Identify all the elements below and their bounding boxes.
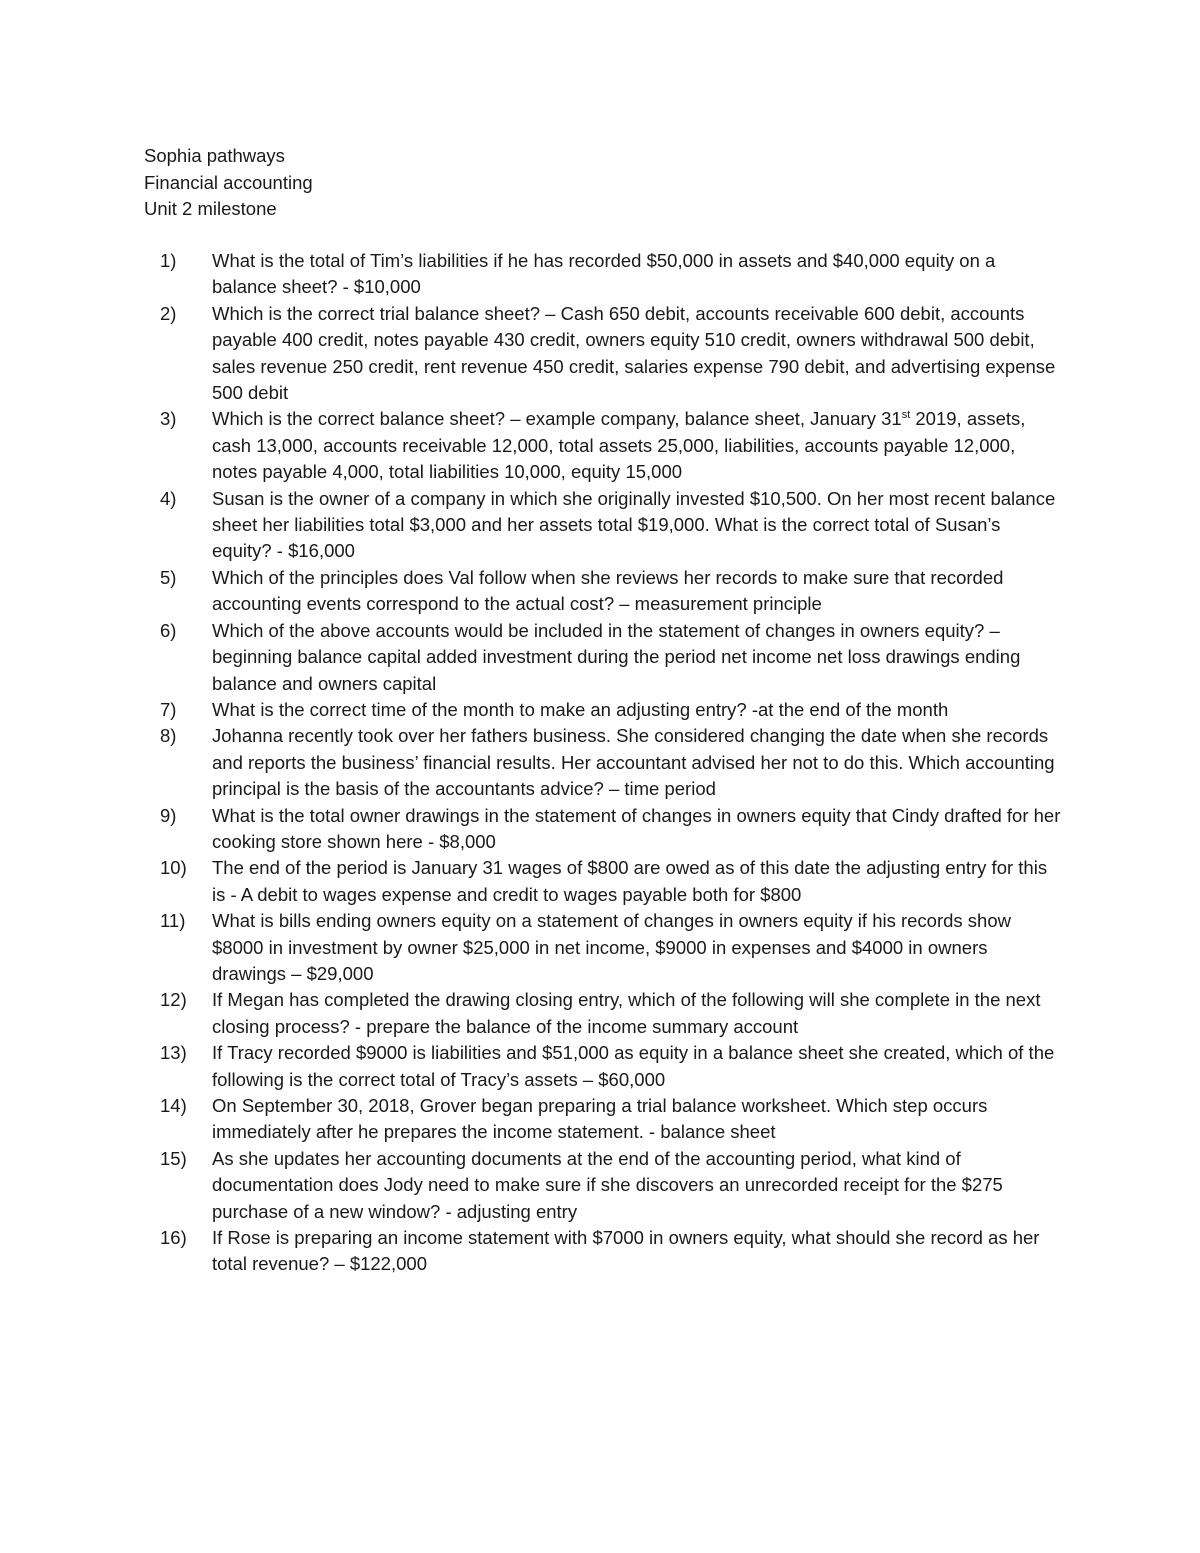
list-item [160, 723, 1065, 802]
question-list [160, 248, 1065, 1278]
question-text: Which is the correct trial balance sheet? – Cash 650 debit, accounts receivable 600 debit, accounts payable 400 credit, notes payable 430 credit, owners equity 510 credit, owners withdrawal 500 debit, sales revenue 250 credit, rent revenue 450 credit, salaries expense 790 debit, and advertising expense 500 debit [212, 302, 1056, 404]
list-item [160, 908, 1065, 987]
question-number: 5) [160, 566, 177, 588]
question-text: Johanna recently took over her fathers business. She considered changing the date when she records and reports the business’ financial results. Her accountant advised her not to do this. Which accounting principal is the basis of the accountants advice? – time period [212, 725, 1055, 800]
ordinal-suffix: st [901, 409, 911, 422]
question-number: 16) [160, 1227, 187, 1249]
question-number: 4) [160, 487, 177, 509]
question-text: If Megan has completed the drawing closing entry, which of the following will she complete in the next closing process? - prepare the balance of the income summary account [212, 989, 1041, 1037]
question-number: 3) [160, 408, 177, 430]
course-provider: Sophia pathways [144, 145, 285, 166]
question-number: 14) [160, 1095, 187, 1116]
list-item [160, 1093, 1065, 1146]
unit-title: Unit 2 milestone [144, 198, 277, 219]
question-text: If Rose is preparing an income statement with $7000 in owners equity, what should she record as her total revenue? – $122,000 [212, 1227, 1040, 1275]
question-text: Which of the principles does Val follow when she reviews her records to make sure that recorded accounting events correspond to the actual cost? – measurement principle [212, 566, 1004, 615]
course-title: Financial accounting [144, 171, 313, 193]
question-number: 11) [160, 910, 186, 932]
document-header [144, 143, 1064, 223]
list-item [160, 301, 1065, 407]
question-text: What is the total owner drawings in the statement of changes in owners equity that Cindy drafted for her cooking store shown here - $8,000 [212, 804, 1061, 852]
list-item [160, 618, 1065, 697]
question-number: 9) [160, 804, 177, 826]
question-text-part: 2019, assets, cash 13,000, accounts receivable 12,000, total assets 25,000, liabilities, accounts payable 12,000, notes payable 4,000, total liabilities 10,000, equity 15,000 [212, 408, 1026, 483]
question-number: 12) [160, 989, 187, 1011]
list-item [160, 803, 1065, 856]
question-number: 10) [160, 857, 187, 879]
question-text: On September 30, 2018, Grover began preparing a trial balance worksheet. Which step occurs immediately after he prepares the income statement. - balance sheet [212, 1095, 988, 1143]
list-item [160, 855, 1065, 908]
question-number: 8) [160, 725, 177, 747]
question-number: 15) [160, 1147, 187, 1169]
question-number: 13) [160, 1042, 187, 1064]
question-text [212, 406, 1065, 485]
list-item [160, 1040, 1065, 1093]
question-text: What is the correct time of the month to make an adjusting entry? -at the end of the month [212, 698, 949, 720]
question-number: 1) [160, 250, 177, 271]
question-text: What is the total of Tim’s liabilities if he has recorded $50,000 in assets and $40,000 equity on a balance sheet? - $10,000 [212, 250, 996, 298]
question-number: 6) [160, 619, 177, 641]
question-text-part: Which is the correct balance sheet? – example company, balance sheet, January 31 [212, 408, 902, 430]
list-item [160, 486, 1065, 565]
question-text: Susan is the owner of a company in which she originally invested $10,500. On her most recent balance sheet her liabilities total $3,000 and her assets total $19,000. What is the correct total of Susan’s equity? - $16,000 [212, 487, 1056, 562]
question-number: 2) [160, 302, 177, 324]
question-number: 7) [160, 698, 177, 720]
list-item [160, 1146, 1065, 1225]
question-text: The end of the period is January 31 wages of $800 are owed as of this date the adjusting entry for this is - A debit to wages expense and credit to wages payable both for $800 [212, 857, 1048, 905]
question-text: Which of the above accounts would be included in the statement of changes in owners equity? – beginning balance capital added investment during the period net income net loss drawings ending balance and owners capital [212, 619, 1021, 694]
question-text: What is bills ending owners equity on a statement of changes in owners equity if his records show $8000 in investment by owner $25,000 in net income, $9000 in expenses and $4000 in owners drawings – $29,000 [212, 910, 1011, 984]
question-text: As she updates her accounting documents at the end of the accounting period, what kind of documentation does Jody need to make sure if she discovers an unrecorded receipt for the $275 purchase of a new window? - adjusting entry [212, 1147, 1003, 1222]
list-item [160, 987, 1065, 1040]
list-item [160, 565, 1065, 618]
list-item [160, 1225, 1065, 1278]
list-item [160, 248, 1065, 301]
list-item [160, 406, 1065, 485]
question-text: If Tracy recorded $9000 is liabilities and $51,000 as equity in a balance sheet she created, which of the following is the correct total of Tracy’s assets – $60,000 [212, 1042, 1055, 1090]
list-item [160, 697, 1065, 723]
